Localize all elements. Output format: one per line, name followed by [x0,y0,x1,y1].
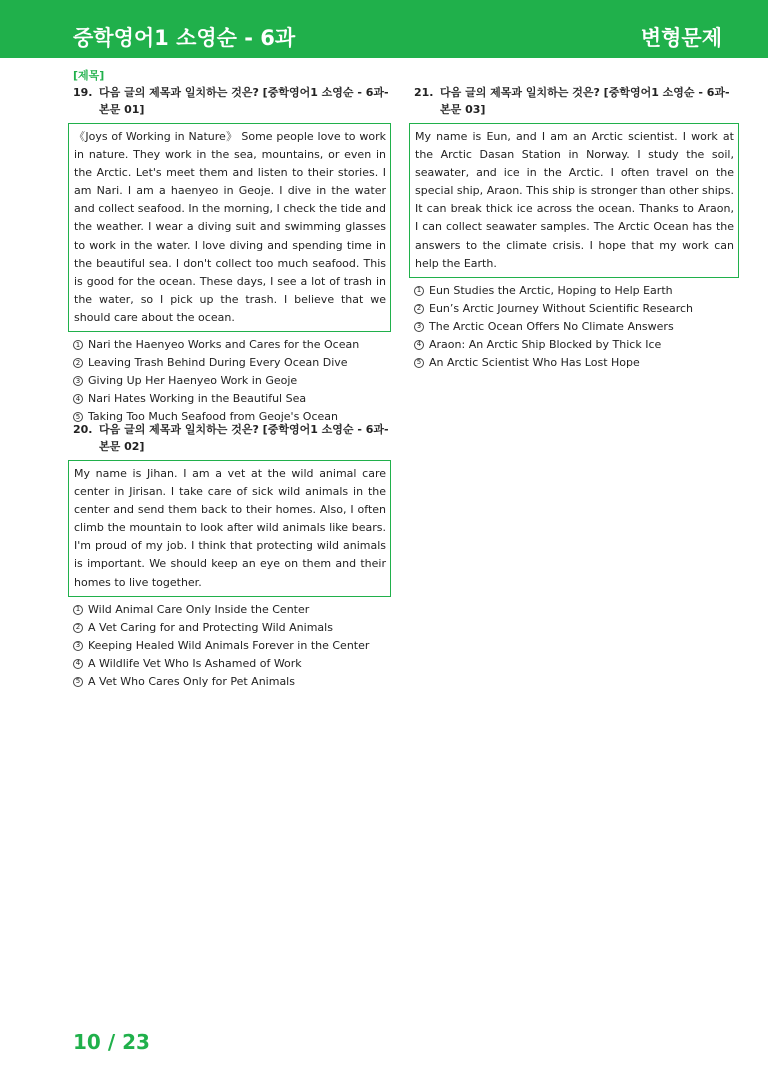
option-text: Eun Studies the Arctic, Hoping to Help Earth [429,283,673,297]
option-text: Taking Too Much Seafood from Geoje's Ocean [88,410,338,424]
total-pages: 23 [122,1030,150,1054]
passage-box: My name is Jihan. I am a vet at the wild animal care center in Jirisan. I take care of sick wild animals in the center and send them back to their homes. Also, I often climb the mountain to look after wild animals like bears. I'm proud of my job. I think that protecting wild animals is important. We should keep an eye on them and their homes to live together. [68,460,391,597]
answer-option[interactable] [73,637,391,655]
option-number-circle: 1 [414,286,424,296]
question-21 [409,84,739,372]
question-19 [68,84,391,426]
option-number-circle: 4 [73,394,83,404]
option-number-circle: 5 [73,412,83,422]
question-number: 20. [73,423,93,436]
document-type-label: 변형문제 [640,26,722,50]
question-prompt [68,84,391,118]
option-number-circle: 4 [73,659,83,669]
passage-box: My name is Eun, and I am an Arctic scientist. I work at the Arctic Dasan Station in Norway. I study the soil, seawater, and ice in the Arctic. I often travel on the special ship, Araon. This ship is stronger than other ships. It can break thick ice across the ocean. Thanks to Araon, I can collect seawater samples. The Arctic Ocean has the answers to the climate crisis. I hope that my work can help the Earth. [409,123,739,278]
answer-option[interactable] [73,372,391,390]
option-text: Araon: An Arctic Ship Blocked by Thick Ice [429,337,662,351]
option-number-circle: 1 [73,340,83,350]
question-text: 다음 글의 제목과 일치하는 것은? [중학영어1 소영순 - 6과-본문 02] [99,423,389,453]
option-text: Nari the Haenyeo Works and Cares for the Ocean [88,338,360,352]
option-text: Nari Hates Working in the Beautiful Sea [88,392,307,406]
answer-option[interactable] [73,336,391,354]
option-number-circle: 5 [414,358,424,368]
answer-options [68,601,391,691]
option-number-circle: 3 [73,376,83,386]
option-text: A Wildlife Vet Who Is Ashamed of Work [88,656,302,670]
option-number-circle: 3 [414,322,424,332]
answer-option[interactable] [73,601,391,619]
option-text: Leaving Trash Behind During Every Ocean Dive [88,356,348,370]
answer-option[interactable] [73,354,391,372]
passage-box: 《Joys of Working in Nature》 Some people love to work in nature. They work in the sea, mountains, or even in the Arctic. Let's meet them and listen to their stories. I am Nari. I am a haenyeo in Geoje. I dive in the water and collect seafood. In the morning, I check the tide and the weather. I wear a diving suit and swimming glasses to work in the water. I love diving and spending time in the beautiful sea. I don't collect too much seafood. This is good for the ocean. These days, I see a lot of trash in the water, so I pick up the trash. I believe that we should care about the ocean. [68,123,391,332]
option-text: A Vet Caring for and Protecting Wild Animals [88,620,333,634]
answer-option[interactable] [414,336,739,354]
page-number [73,1030,150,1054]
current-page: 10 [73,1030,101,1054]
option-text: A Vet Who Cares Only for Pet Animals [88,674,295,688]
question-prompt [409,84,739,118]
option-text: Eun’s Arctic Journey Without Scientific Research [429,301,694,315]
question-prompt [68,421,391,455]
option-number-circle: 4 [414,340,424,350]
option-text: The Arctic Ocean Offers No Climate Answers [429,319,674,333]
option-text: Keeping Healed Wild Animals Forever in the Center [88,638,370,652]
option-number-circle: 1 [73,605,83,615]
option-number-circle: 5 [73,677,83,687]
answer-option[interactable] [414,282,739,300]
answer-options [409,282,739,372]
option-text: Giving Up Her Haenyeo Work in Geoje [88,374,298,388]
answer-option[interactable] [73,390,391,408]
document-title: 중학영어1 소영순 - 6과 [73,26,296,50]
answer-option[interactable] [414,318,739,336]
page-separator: / [107,1030,116,1054]
answer-option[interactable] [414,354,739,372]
answer-option[interactable] [414,300,739,318]
question-number: 19. [73,86,93,99]
option-number-circle: 2 [73,358,83,368]
option-text: An Arctic Scientist Who Has Lost Hope [429,355,640,369]
answer-option[interactable] [73,673,391,691]
question-text: 다음 글의 제목과 일치하는 것은? [중학영어1 소영순 - 6과-본문 01] [99,86,389,116]
category-label: [제목] [73,69,105,82]
option-number-circle: 2 [414,304,424,314]
question-number: 21. [414,86,434,99]
page-header [0,0,768,58]
answer-options [68,336,391,426]
option-number-circle: 3 [73,641,83,651]
answer-option[interactable] [73,655,391,673]
question-20 [68,421,391,691]
answer-option[interactable] [73,619,391,637]
option-number-circle: 2 [73,623,83,633]
question-text: 다음 글의 제목과 일치하는 것은? [중학영어1 소영순 - 6과-본문 03] [440,86,730,116]
option-text: Wild Animal Care Only Inside the Center [88,602,310,616]
